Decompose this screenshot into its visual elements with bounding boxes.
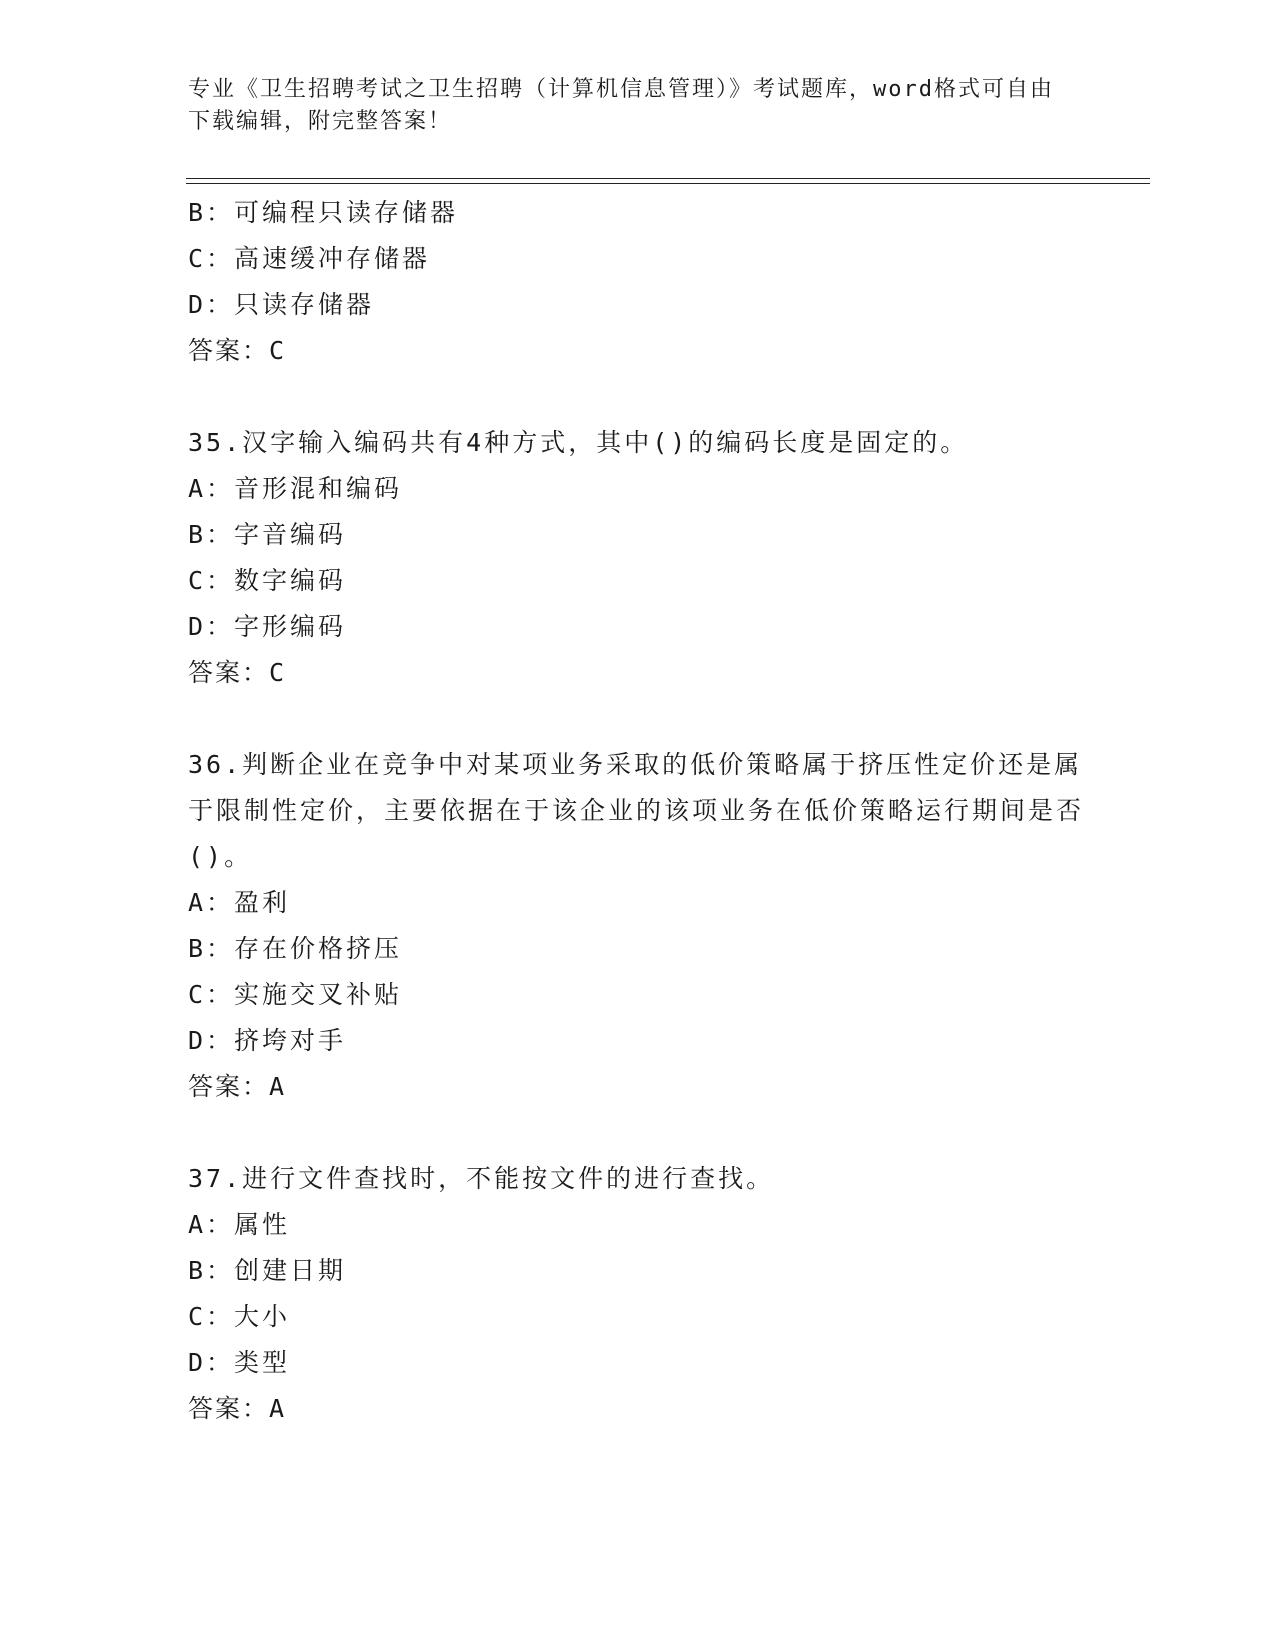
option-a: A：属性 <box>188 1210 291 1239</box>
option-c: C：数字编码 <box>188 566 347 595</box>
option-d: D：字形编码 <box>188 612 347 641</box>
document-header: 专业《卫生招聘考试之卫生招聘（计算机信息管理）》考试题库，word格式可自由下载编辑，附完整答案！ <box>188 77 1054 134</box>
question-text: 37.进行文件查找时，不能按文件的进行查找。 <box>188 1164 775 1193</box>
option-d: D：只读存储器 <box>188 290 375 319</box>
question-text: 35.汉字输入编码共有4种方式，其中()的编码长度是固定的。 <box>188 428 969 457</box>
option-c: C：大小 <box>188 1302 291 1331</box>
option-c: C：高速缓冲存储器 <box>188 244 431 273</box>
question-block-37 <box>188 1156 1088 1432</box>
option-d: D：类型 <box>188 1348 291 1377</box>
question-block-partial <box>188 190 1088 374</box>
option-c: C：实施交叉补贴 <box>188 980 403 1009</box>
option-a: A：盈利 <box>188 888 291 917</box>
answer-line: 答案：C <box>188 336 287 365</box>
header-divider-top <box>186 178 1150 179</box>
option-b: B：字音编码 <box>188 520 347 549</box>
option-b: B：存在价格挤压 <box>188 934 403 963</box>
question-text: 36.判断企业在竞争中对某项业务采取的低价策略属于挤压性定价还是属于限制性定价，主要依据在于该企业的该项业务在低价策略运行期间是否()。 <box>188 750 1085 871</box>
option-a: A：音形混和编码 <box>188 474 403 503</box>
answer-line: 答案：A <box>188 1394 287 1423</box>
header-divider-bottom <box>186 183 1150 184</box>
question-block-35 <box>188 420 1088 696</box>
question-block-36 <box>188 742 1088 1110</box>
option-b: B：可编程只读存储器 <box>188 198 459 227</box>
option-d: D：挤垮对手 <box>188 1026 347 1055</box>
answer-line: 答案：A <box>188 1072 287 1101</box>
option-b: B：创建日期 <box>188 1256 347 1285</box>
question-list <box>188 190 1088 1432</box>
answer-line: 答案：C <box>188 658 287 687</box>
